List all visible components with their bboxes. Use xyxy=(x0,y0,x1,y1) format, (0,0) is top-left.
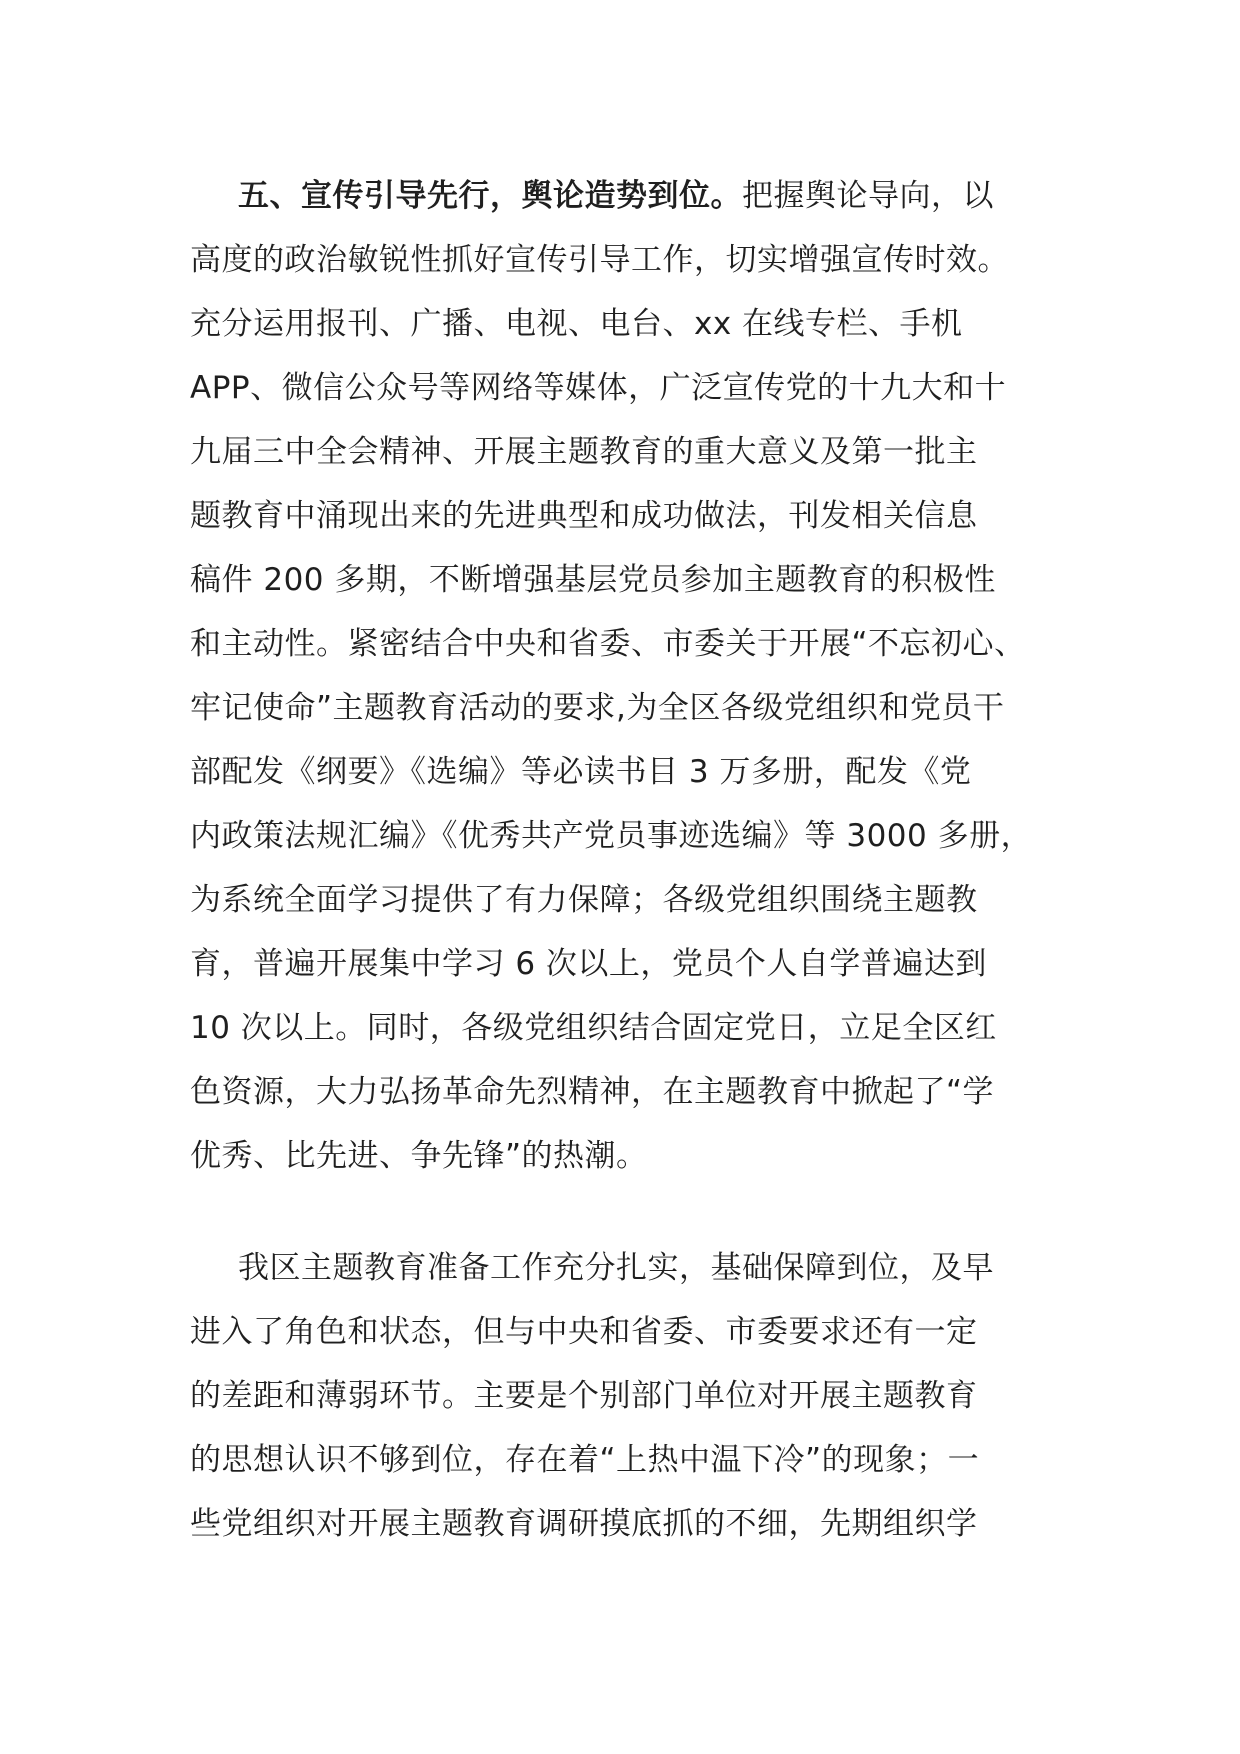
paragraph-1-line-8: 和主动性。紧密结合中央和省委、市委关于开展“不忘初心、 xyxy=(190,626,1026,662)
paragraph-1-line-5: 九届三中全会精神、开展主题教育的重大意义及第一批主 xyxy=(190,434,978,470)
paragraph-1-line-13: 育，普遍开展集中学习 6 次以上，党员个人自学普遍达到 xyxy=(190,946,987,982)
paragraph-1-line-16: 优秀、比先进、争先锋”的热潮。 xyxy=(190,1138,648,1174)
paragraph-1-line-4: APP、微信公众号等网络等媒体，广泛宣传党的十九大和十 xyxy=(190,370,1007,406)
paragraph-1-line-14: 10 次以上。同时，各级党组织结合固定党日，立足全区红 xyxy=(190,1010,997,1046)
paragraph-2-line-4: 的思想认识不够到位，存在着“上热中温下冷”的现象；一 xyxy=(190,1442,980,1478)
paragraph-1-line-3: 充分运用报刊、广播、电视、电台、xx 在线专栏、手机 xyxy=(190,306,963,342)
paragraph-1-line-10: 部配发《纲要》《选编》等必读书目 3 万多册，配发《党 xyxy=(190,754,972,790)
paragraph-1-line-11: 内政策法规汇编》《优秀共产党员事迹选编》等 3000 多册， xyxy=(190,818,1033,854)
paragraph-1-line-1-text: 把握舆论导向，以 xyxy=(742,178,994,214)
paragraph-1-line-6: 题教育中涌现出来的先进典型和成功做法，刊发相关信息 xyxy=(190,498,978,534)
paragraph-2-line-2: 进入了角色和状态，但与中央和省委、市委要求还有一定 xyxy=(190,1314,978,1350)
paragraph-1-line-12: 为系统全面学习提供了有力保障；各级党组织围绕主题教 xyxy=(190,882,978,918)
section-heading: 五、宣传引导先行，舆论造势到位。 xyxy=(238,178,742,214)
paragraph-2-line-1: 我区主题教育准备工作充分扎实，基础保障到位，及早 xyxy=(238,1250,994,1286)
paragraph-1-line-2: 高度的政治敏锐性抓好宣传引导工作，切实增强宣传时效。 xyxy=(190,242,1009,278)
paragraph-1-line-1 xyxy=(238,176,994,216)
paragraph-1-line-9: 牢记使命”主题教育活动的要求,为全区各级党组织和党员干 xyxy=(190,690,1005,726)
paragraph-2-line-3: 的差距和薄弱环节。主要是个别部门单位对开展主题教育 xyxy=(190,1378,978,1414)
paragraph-1-line-15: 色资源，大力弘扬革命先烈精神，在主题教育中掀起了“学 xyxy=(190,1074,995,1110)
paragraph-2-line-5: 些党组织对开展主题教育调研摸底抓的不细，先期组织学 xyxy=(190,1506,978,1542)
paragraph-1-line-7: 稿件 200 多期，不断增强基层党员参加主题教育的积极性 xyxy=(190,562,996,598)
